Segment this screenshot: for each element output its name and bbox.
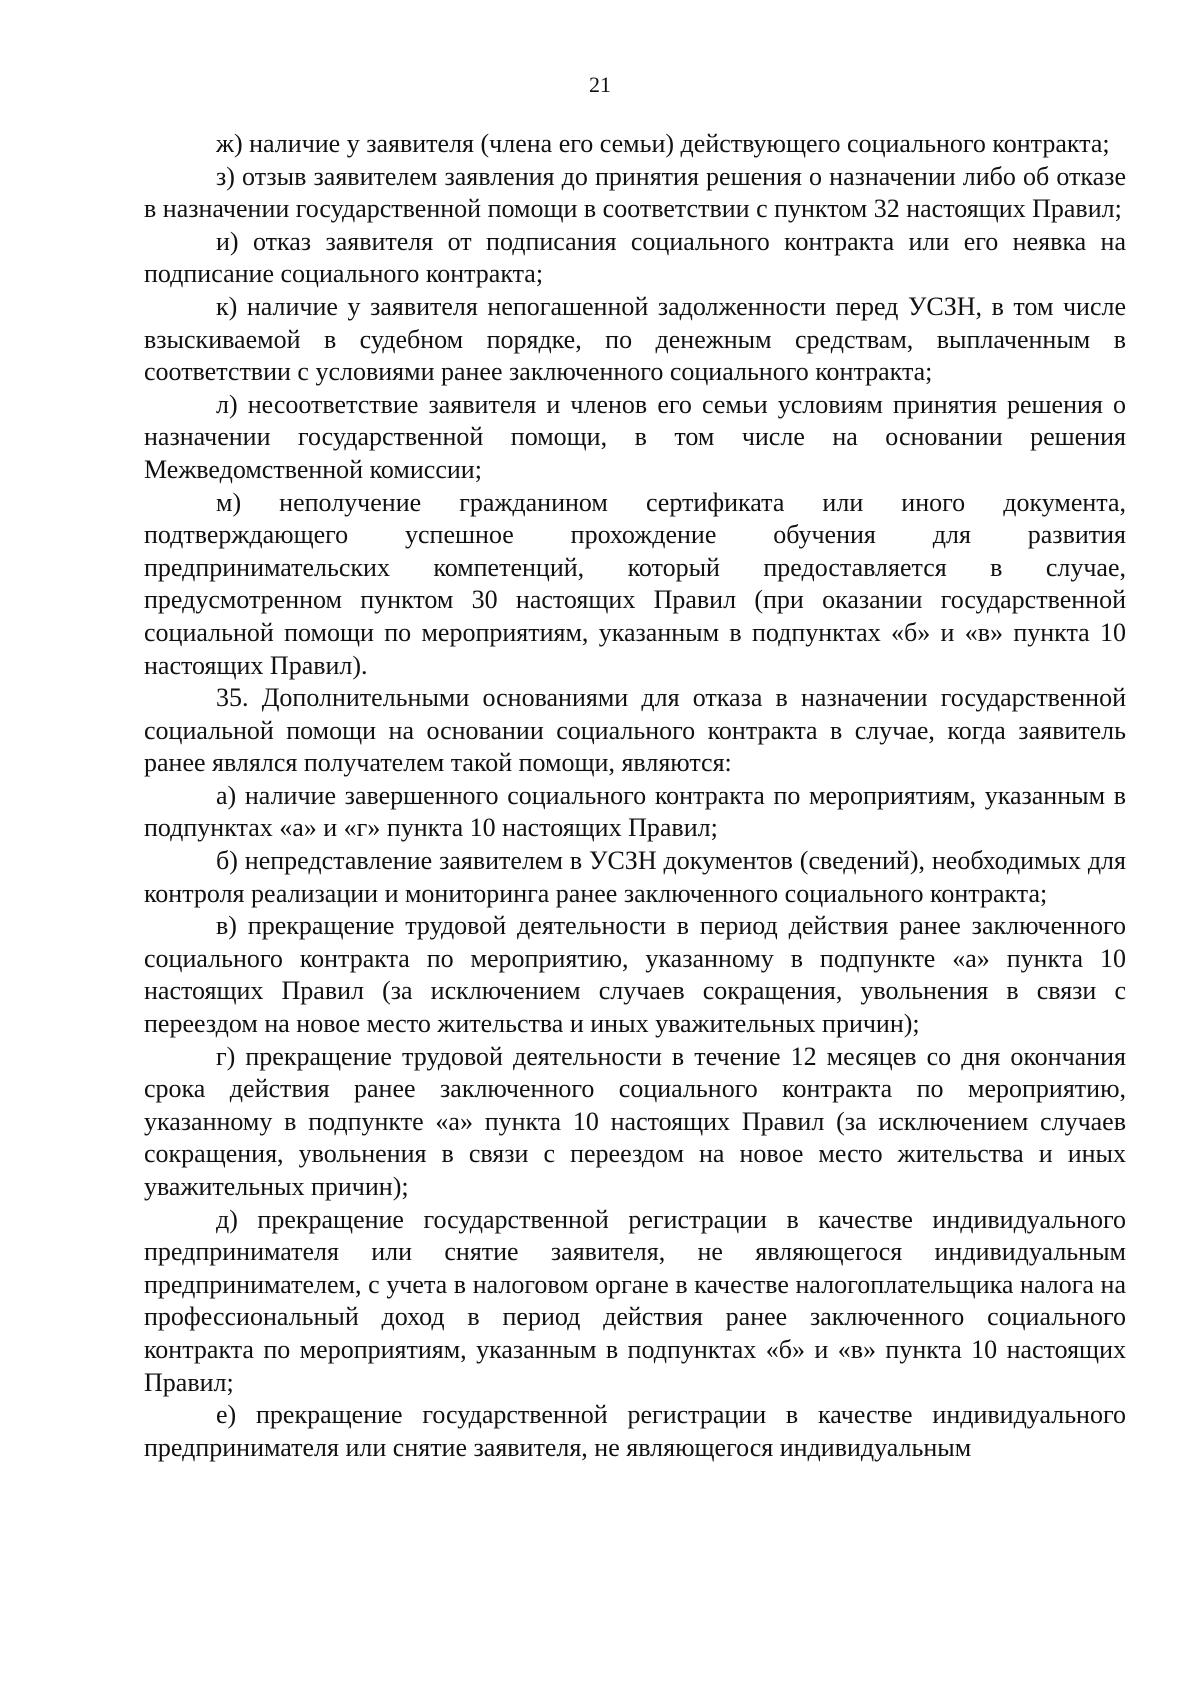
paragraph-a: а) наличие завершенного социального контракта по мероприятиям, указанным в подпунктах «а» и «г» пункта 10 настоящих Правил; <box>144 780 1126 843</box>
paragraph-m: м) неполучение гражданином сертификата или иного документа, подтверждающего успешное прохождение обучения для развития предпринимательских компетенций, который предоставляется в случае, предусмотренном пунктом 30 настоящих Правил (при оказании государственной социальной помощи по мероприятиям, указанным в подпунктах «б» и «в» пункта 10 настоящих Правил). <box>144 487 1126 680</box>
paragraph-v: в) прекращение трудовой деятельности в период действия ранее заключенного социального контракта по мероприятию, указанному в подпункте «а» пункта 10 настоящих Правил (за исключением случаев сокращения, увольнения в связи с переездом на новое место жительства и иных уважительных причин); <box>144 911 1126 1039</box>
paragraph-i: и) отказ заявителя от подписания социального контракта или его неявка на подписание социального контракта; <box>144 226 1126 289</box>
document-body <box>144 128 1126 1464</box>
paragraph-zh: ж) наличие у заявителя (члена его семьи) действующего социального контракта; <box>216 129 1110 158</box>
paragraph-d: д) прекращение государственной регистрации в качестве индивидуального предпринимателя или снятие заявителя, не являющегося индивидуальным предпринимателем, с учета в налоговом органе в качестве налогоплательщика налога на профессиональный доход в период действия ранее заключенного социального контракта по мероприятиям, указанным в подпунктах «б» и «в» пункта 10 настоящих Правил; <box>144 1204 1126 1397</box>
page-number: 21 <box>589 72 611 97</box>
paragraph-35: 35. Дополнительными основаниями для отказа в назначении государственной социальной помощи на основании социального контракта в случае, когда заявитель ранее являлся получателем такой помощи, являются: <box>144 683 1126 778</box>
paragraph-z: з) отзыв заявителем заявления до принятия решения о назначении либо об отказе в назначении государственной помощи в соответствии с пунктом 32 настоящих Правил; <box>144 161 1126 224</box>
paragraph-b: б) непредставление заявителем в УСЗН документов (сведений), необходимых для контроля реализации и мониторинга ранее заключенного социального контракта; <box>144 846 1126 908</box>
paragraph-k: к) наличие у заявителя непогашенной задолженности перед УСЗН, в том числе взыскиваемой в судебном порядке, по денежным средствам, выплаченным в соответствии с условиями ранее заключенного социального контракта; <box>144 291 1126 387</box>
paragraph-g: г) прекращение трудовой деятельности в течение 12 месяцев со дня окончания срока действия ранее заключенного социального контракта по мероприятию, указанному в подпункте «а» пункта 10 настоящих Правил (за исключением случаев сокращения, увольнения в связи с переездом на новое место жительства и иных уважительных причин); <box>144 1041 1126 1201</box>
paragraph-e: е) прекращение государственной регистрации в качестве индивидуального предпринимателя или снятие заявителя, не являющегося индивидуальным <box>144 1400 1126 1462</box>
paragraph-l: л) несоответствие заявителя и членов его семьи условиям принятия решения о назначении государственной помощи, в том числе на основании решения Межведомственной комиссии; <box>144 389 1126 484</box>
